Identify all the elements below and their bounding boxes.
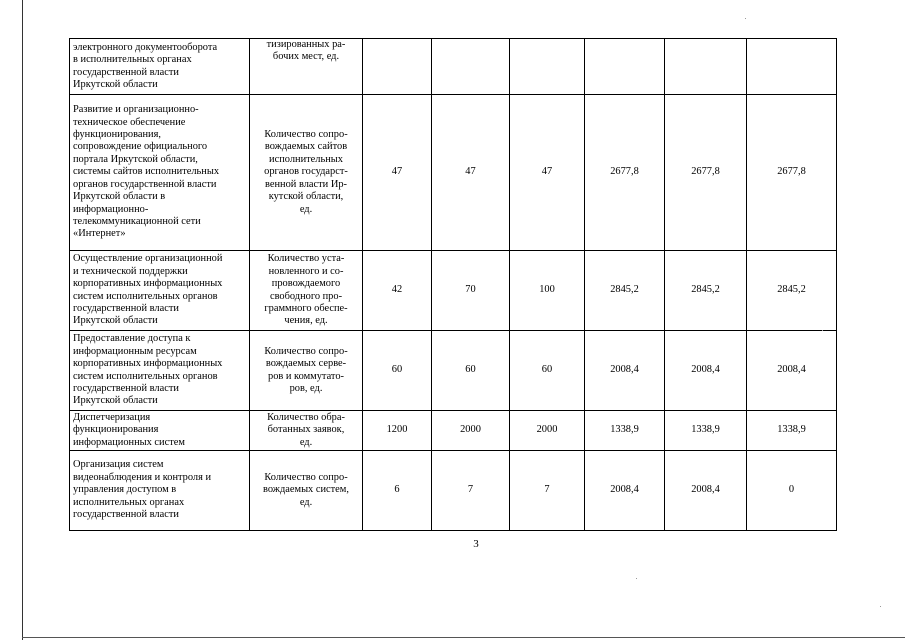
activity-name-cell bbox=[70, 331, 250, 411]
value-cell: 60 bbox=[510, 331, 585, 411]
activity-name-line: телекоммуникационной сети bbox=[73, 215, 201, 227]
value-cell bbox=[432, 39, 510, 95]
value-cell: 2008,4 bbox=[665, 451, 747, 531]
indicator-line: Количество сопро- bbox=[264, 129, 348, 141]
indicator-line: ров, ед. bbox=[289, 382, 323, 394]
activity-name-line: исполнительных органах bbox=[73, 496, 185, 508]
indicator-line: провождаемого bbox=[271, 278, 341, 290]
scan-speck bbox=[745, 18, 746, 19]
indicator-line: вождаемых серве- bbox=[265, 358, 347, 370]
activity-name-line: систем исполнительных органов bbox=[73, 290, 218, 302]
indicator-line: граммного обеспе- bbox=[264, 302, 348, 314]
activity-name-line: Диспетчеризация bbox=[73, 411, 151, 423]
activity-name-line: Иркутской области bbox=[73, 78, 158, 90]
indicator-line: органов государст- bbox=[264, 166, 348, 178]
value-cell: 2677,8 bbox=[665, 95, 747, 251]
indicator-line: кутской области, bbox=[268, 191, 344, 203]
value-cell: 60 bbox=[363, 331, 432, 411]
table-row bbox=[70, 95, 837, 251]
page-left-edge bbox=[22, 0, 23, 640]
value-cell: 7 bbox=[432, 451, 510, 531]
activity-name-line: государственной власти bbox=[73, 302, 179, 314]
activity-name-line: «Интернет» bbox=[73, 228, 126, 240]
activity-name-line: управления доступом в bbox=[73, 484, 177, 496]
activity-name-line: информационным ресурсам bbox=[73, 345, 197, 357]
indicator-line: вождаемых сайтов bbox=[264, 141, 348, 153]
activity-name-line: техническое обеспечение bbox=[73, 116, 186, 128]
value-cell: 47 bbox=[510, 95, 585, 251]
value-cell: 7 bbox=[510, 451, 585, 531]
activity-name-cell bbox=[70, 451, 250, 531]
value-cell bbox=[665, 39, 747, 95]
value-cell: 2845,2 bbox=[747, 251, 837, 331]
indicator-line: свободного про- bbox=[269, 290, 343, 302]
indicator-line: ед. bbox=[299, 203, 313, 215]
value-cell: 0 bbox=[747, 451, 837, 531]
activity-name-line: государственной власти bbox=[73, 66, 179, 78]
value-cell: 1200 bbox=[363, 411, 432, 451]
value-cell bbox=[747, 39, 837, 95]
activity-name-line: органов государственной власти bbox=[73, 178, 217, 190]
activity-name-line: электронного документооборота bbox=[73, 41, 218, 53]
value-cell: 47 bbox=[432, 95, 510, 251]
value-cell: 2845,2 bbox=[665, 251, 747, 331]
indicator-line: ед. bbox=[299, 496, 313, 508]
indicator-line: Количество обра- bbox=[267, 411, 345, 423]
value-cell: 60 bbox=[432, 331, 510, 411]
scan-speck bbox=[822, 330, 823, 331]
value-cell: 70 bbox=[432, 251, 510, 331]
scan-speck bbox=[636, 578, 637, 579]
activity-name-cell bbox=[70, 39, 250, 95]
table-row bbox=[70, 411, 837, 451]
value-cell: 100 bbox=[510, 251, 585, 331]
indicator-cell bbox=[250, 95, 363, 251]
activity-name-line: и технической поддержки bbox=[73, 265, 188, 277]
activity-name-cell bbox=[70, 251, 250, 331]
program-table bbox=[69, 38, 837, 531]
indicator-cell bbox=[250, 251, 363, 331]
value-cell: 2008,4 bbox=[585, 451, 665, 531]
activity-name-line: функционирования bbox=[73, 424, 159, 436]
table-body bbox=[70, 39, 837, 531]
value-cell: 47 bbox=[363, 95, 432, 251]
table-row bbox=[70, 251, 837, 331]
activity-name-line: корпоративных информационных bbox=[73, 278, 223, 290]
value-cell: 2000 bbox=[510, 411, 585, 451]
value-cell bbox=[585, 39, 665, 95]
indicator-line: ед. bbox=[299, 436, 313, 448]
activity-name-line: Осуществление организационной bbox=[73, 253, 223, 265]
activity-name-line: портала Иркутской области, bbox=[73, 153, 198, 165]
indicator-cell bbox=[250, 331, 363, 411]
indicator-line: ботанных заявок, bbox=[267, 424, 345, 436]
value-cell: 2008,4 bbox=[747, 331, 837, 411]
table-row bbox=[70, 451, 837, 531]
indicator-line: Количество сопро- bbox=[264, 345, 348, 357]
indicator-line: исполнительных bbox=[269, 153, 343, 165]
activity-name-line: информационно- bbox=[73, 203, 149, 215]
value-cell: 1338,9 bbox=[585, 411, 665, 451]
activity-name-line: систем исполнительных органов bbox=[73, 370, 218, 382]
value-cell bbox=[363, 39, 432, 95]
activity-name-line: государственной власти bbox=[73, 509, 179, 521]
value-cell bbox=[510, 39, 585, 95]
indicator-line: чения, ед. bbox=[284, 315, 328, 327]
activity-name-line: Иркутской области bbox=[73, 395, 158, 407]
page-number: 3 bbox=[473, 538, 479, 550]
activity-name-line: Организация систем bbox=[73, 459, 164, 471]
indicator-cell bbox=[250, 39, 363, 95]
activity-name-line: Развитие и организационно- bbox=[73, 104, 199, 116]
value-cell: 2000 bbox=[432, 411, 510, 451]
indicator-cell bbox=[250, 411, 363, 451]
value-cell: 1338,9 bbox=[665, 411, 747, 451]
value-cell: 42 bbox=[363, 251, 432, 331]
value-cell: 2677,8 bbox=[585, 95, 665, 251]
indicator-line: Количество сопро- bbox=[264, 471, 348, 483]
value-cell: 2008,4 bbox=[585, 331, 665, 411]
activity-name-line: информационных систем bbox=[73, 436, 185, 448]
indicator-line: Количество уста- bbox=[267, 253, 345, 265]
activity-name-cell bbox=[70, 411, 250, 451]
activity-name-line: Иркутской области bbox=[73, 315, 158, 327]
value-cell: 6 bbox=[363, 451, 432, 531]
activity-name-line: корпоративных информационных bbox=[73, 358, 223, 370]
indicator-cell bbox=[250, 451, 363, 531]
scan-speck bbox=[880, 606, 881, 607]
value-cell: 2677,8 bbox=[747, 95, 837, 251]
page-bottom-edge bbox=[22, 637, 905, 638]
indicator-line: новленного и со- bbox=[268, 265, 344, 277]
table-row bbox=[70, 39, 837, 95]
activity-name-line: в исполнительных органах bbox=[73, 54, 192, 66]
value-cell: 2845,2 bbox=[585, 251, 665, 331]
value-cell: 2008,4 bbox=[665, 331, 747, 411]
activity-name-line: Иркутской области в bbox=[73, 191, 166, 203]
table-row bbox=[70, 331, 837, 411]
indicator-line: тизированных ра- bbox=[266, 39, 346, 50]
indicator-line: ров и коммутато- bbox=[268, 370, 344, 382]
activity-name-line: государственной власти bbox=[73, 382, 179, 394]
value-cell: 1338,9 bbox=[747, 411, 837, 451]
indicator-line: венной власти Ир- bbox=[265, 178, 347, 190]
activity-name-line: сопровождение официального bbox=[73, 141, 208, 153]
activity-name-line: функционирования, bbox=[73, 129, 161, 141]
activity-name-line: Предоставление доступа к bbox=[73, 333, 191, 345]
activity-name-cell bbox=[70, 95, 250, 251]
activity-name-line: видеонаблюдения и контроля и bbox=[73, 471, 212, 483]
indicator-line: вождаемых систем, bbox=[263, 484, 349, 496]
activity-name-line: системы сайтов исполнительных bbox=[73, 166, 220, 178]
indicator-line: бочих мест, ед. bbox=[272, 51, 340, 63]
